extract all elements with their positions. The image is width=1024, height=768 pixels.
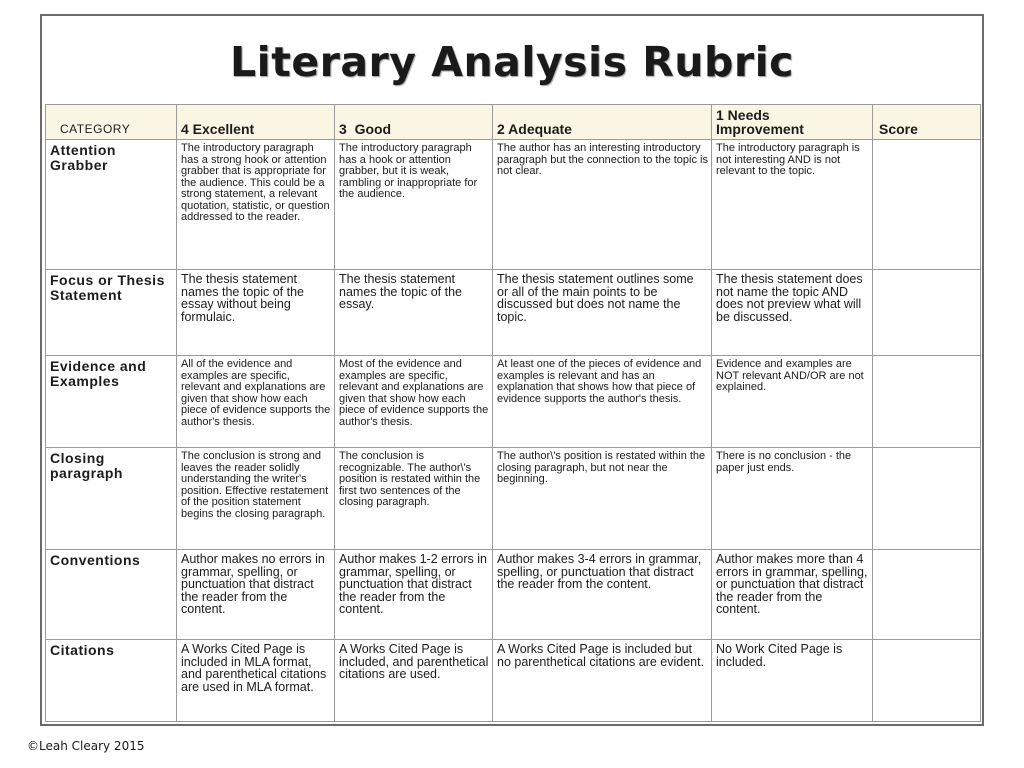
row-category: Focus or Thesis Statement (46, 270, 177, 356)
rubric-table (45, 104, 981, 722)
cell-needs-improvement: There is no conclusion - the paper just ends. (712, 448, 873, 550)
row-category: Evidence and Examples (46, 356, 177, 448)
cell-score (873, 550, 981, 640)
rubric-document (40, 14, 984, 726)
cell-adequate: The author\'s position is restated within the closing paragraph, but not near the beginning. (493, 448, 712, 550)
cell-score (873, 356, 981, 448)
document-title: Literary Analysis Rubric (230, 38, 794, 86)
header-excellent: 4 Excellent (177, 105, 335, 140)
row-category: Citations (46, 640, 177, 722)
cell-good: Most of the evidence and examples are specific, relevant and explanations are given that show how each piece of evidence supports the author's thesis. (335, 356, 493, 448)
table-row (46, 270, 981, 356)
table-row (46, 640, 981, 722)
table-row (46, 140, 981, 270)
cell-needs-improvement: Evidence and examples are NOT relevant AND/OR are not explained. (712, 356, 873, 448)
header-row (46, 105, 981, 140)
cell-score (873, 640, 981, 722)
table-row (46, 356, 981, 448)
cell-adequate: The thesis statement outlines some or all of the main points to be discussed but does not name the topic. (493, 270, 712, 356)
copyright-footer: ©Leah Cleary 2015 (27, 739, 145, 753)
cell-needs-improvement: The introductory paragraph is not interesting AND is not relevant to the topic. (712, 140, 873, 270)
cell-good: The introductory paragraph has a hook or attention grabber, but it is weak, rambling or inappropriate for the audience. (335, 140, 493, 270)
row-category: Attention Grabber (46, 140, 177, 270)
table-row (46, 448, 981, 550)
cell-adequate: The author has an interesting introductory paragraph but the connection to the topic is not clear. (493, 140, 712, 270)
header-good: 3 Good (335, 105, 493, 140)
cell-good: Author makes 1-2 errors in grammar, spelling, or punctuation that distract the reader from the content. (335, 550, 493, 640)
cell-excellent: The introductory paragraph has a strong hook or attention grabber that is appropriate for the audience. This could be a strong statement, a relevant quotation, statistic, or question addressed to the reader. (177, 140, 335, 270)
cell-excellent: The thesis statement names the topic of the essay without being formulaic. (177, 270, 335, 356)
cell-excellent: A Works Cited Page is included in MLA format, and parenthetical citations are used in MLA format. (177, 640, 335, 722)
cell-excellent: The conclusion is strong and leaves the reader solidly understanding the writer's position. Effective restatement of the position statement begins the closing paragraph. (177, 448, 335, 550)
header-adequate: 2 Adequate (493, 105, 712, 140)
cell-adequate: At least one of the pieces of evidence and examples is relevant and has an explanation that shows how that piece of evidence supports the author's thesis. (493, 356, 712, 448)
table-row (46, 550, 981, 640)
row-category: Conventions (46, 550, 177, 640)
cell-score (873, 448, 981, 550)
header-score: Score (873, 105, 981, 140)
header-needs-improvement: 1 Needs Improvement (712, 105, 873, 140)
cell-score (873, 270, 981, 356)
cell-needs-improvement: No Work Cited Page is included. (712, 640, 873, 722)
cell-needs-improvement: The thesis statement does not name the topic AND does not preview what will be discussed. (712, 270, 873, 356)
cell-good: The conclusion is recognizable. The author\'s position is restated within the first two sentences of the closing paragraph. (335, 448, 493, 550)
cell-needs-improvement: Author makes more than 4 errors in grammar, spelling, or punctuation that distract the reader from the content. (712, 550, 873, 640)
cell-good: A Works Cited Page is included, and parenthetical citations are used. (335, 640, 493, 722)
row-category: Closing paragraph (46, 448, 177, 550)
cell-good: The thesis statement names the topic of the essay. (335, 270, 493, 356)
cell-adequate: A Works Cited Page is included but no parenthetical citations are evident. (493, 640, 712, 722)
cell-score (873, 140, 981, 270)
header-category: CATEGORY (46, 105, 177, 140)
cell-excellent: All of the evidence and examples are specific, relevant and explanations are given that show how each piece of evidence supports the author's thesis. (177, 356, 335, 448)
cell-adequate: Author makes 3-4 errors in grammar, spelling, or punctuation that distract the reader from the content. (493, 550, 712, 640)
cell-excellent: Author makes no errors in grammar, spelling, or punctuation that distract the reader from the content. (177, 550, 335, 640)
